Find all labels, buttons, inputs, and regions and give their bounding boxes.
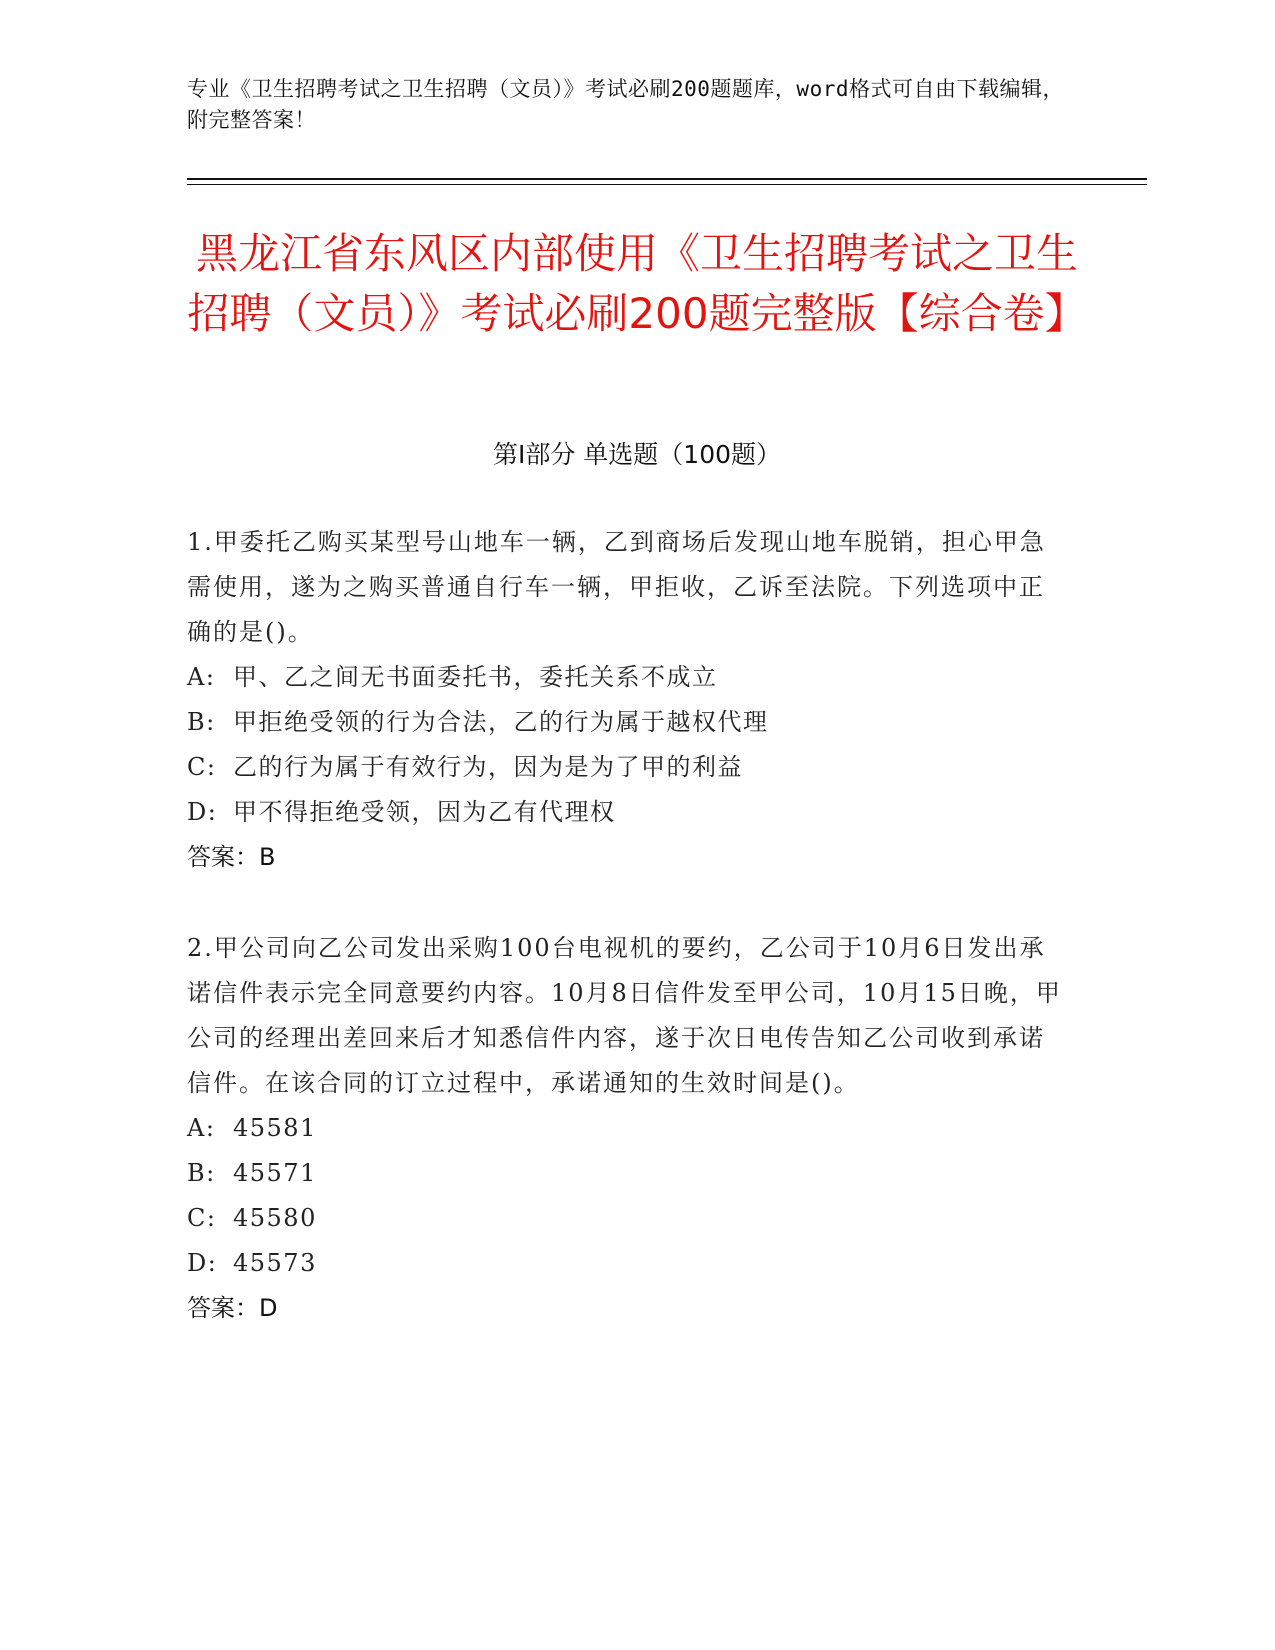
option-letter: D:	[187, 798, 218, 826]
answer-line: 答案：D	[187, 1294, 278, 1322]
option-letter: A:	[187, 663, 216, 691]
question-2	[187, 926, 1067, 1331]
option-text: 乙的行为属于有效行为，因为是为了甲的利益	[233, 753, 743, 781]
section-heading: 第I部分 单选题（100题）	[492, 440, 782, 469]
option-text: 甲、乙之间无书面委托书，委托关系不成立	[233, 663, 718, 691]
option-text: 45573	[233, 1249, 317, 1277]
option-b	[187, 700, 1067, 745]
option-text: 甲拒绝受领的行为合法，乙的行为属于越权代理	[233, 708, 769, 736]
question-stem: 2.甲公司向乙公司发出采购100台电视机的要约，乙公司于10月6日发出承诺信件表示完全同意要约内容。10月8日信件发至甲公司，10月15日晚，甲公司的经理出差回来后才知悉信件内容，遂于次日电传告知乙公司收到承诺信件。在该合同的订立过程中，承诺通知的生效时间是()。	[187, 934, 1062, 1097]
option-letter: D:	[187, 1249, 218, 1277]
document-title: 黑龙江省东风区内部使用《卫生招聘考试之卫生招聘（文员）》考试必刷200题完整版【综合卷】	[187, 229, 1087, 338]
option-letter: B:	[187, 1159, 216, 1187]
option-d	[187, 790, 1067, 835]
option-c	[187, 1196, 1067, 1241]
question-1	[187, 520, 1067, 880]
header-divider-thick	[187, 178, 1147, 180]
option-b	[187, 1151, 1067, 1196]
header-note: 专业《卫生招聘考试之卫生招聘（文员）》考试必刷200题题库，word格式可自由下载编辑，附完整答案！	[187, 77, 1064, 132]
option-letter: C:	[187, 1204, 217, 1232]
header-divider-thin	[187, 184, 1147, 185]
option-letter: C:	[187, 753, 217, 781]
option-letter: A:	[187, 1114, 216, 1142]
answer-line: 答案：B	[187, 843, 276, 871]
option-a	[187, 655, 1067, 700]
option-a	[187, 1106, 1067, 1151]
option-text: 45571	[233, 1159, 317, 1187]
question-stem: 1.甲委托乙购买某型号山地车一辆，乙到商场后发现山地车脱销，担心甲急需使用，遂为之购买普通自行车一辆，甲拒收，乙诉至法院。下列选项中正确的是()。	[187, 528, 1046, 646]
option-d	[187, 1241, 1067, 1286]
option-text: 甲不得拒绝受领，因为乙有代理权	[233, 798, 616, 826]
option-text: 45580	[233, 1204, 317, 1232]
option-c	[187, 745, 1067, 790]
option-text: 45581	[233, 1114, 317, 1142]
option-letter: B:	[187, 708, 216, 736]
